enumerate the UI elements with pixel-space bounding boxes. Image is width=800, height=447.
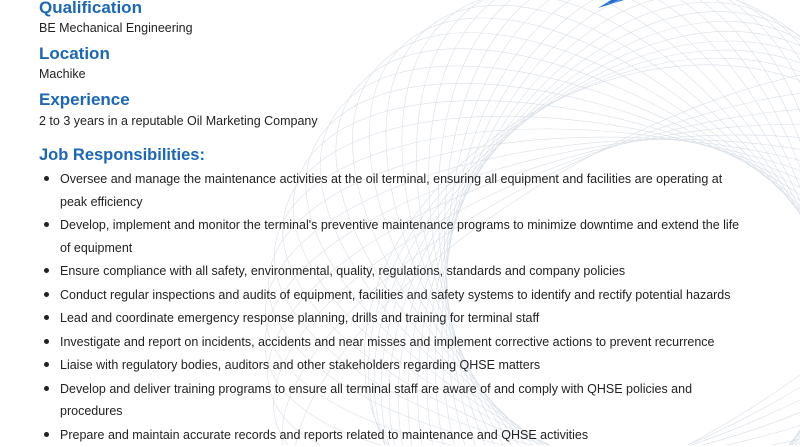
list-item xyxy=(40,378,740,423)
list-item xyxy=(40,307,740,330)
list-item-text: Prepare and maintain accurate records and reports related to maintenance and QHSE activities xyxy=(60,427,589,442)
list-item xyxy=(40,284,740,307)
bullet-icon xyxy=(44,268,49,273)
list-item xyxy=(40,424,740,447)
list-item-text: Lead and coordinate emergency response planning, drills and training for terminal staff xyxy=(60,311,540,325)
list-item-text: Oversee and manage the maintenance activities at the oil terminal, ensuring all equipment and facilities are operating at peak efficiency xyxy=(60,172,723,209)
qualification-heading: Qualification xyxy=(39,0,142,17)
location-heading: Location xyxy=(39,44,110,63)
list-item xyxy=(40,168,740,213)
list-item xyxy=(40,260,740,283)
list-item-text: Develop, implement and monitor the terminal's preventive maintenance programs to minimize downtime and extend the life of equipment xyxy=(60,218,740,255)
list-item xyxy=(40,354,740,377)
bullet-icon xyxy=(44,176,49,181)
list-item-text: Conduct regular inspections and audits of equipment, facilities and safety systems to identify and rectify potential hazards xyxy=(60,287,731,302)
list-item-text: Liaise with regulatory bodies, auditors and other stakeholders regarding QHSE matters xyxy=(60,358,541,372)
responsibilities-list xyxy=(40,168,740,447)
bullet-icon xyxy=(44,222,49,227)
experience-value: 2 to 3 years in a reputable Oil Marketing Company xyxy=(39,114,318,128)
list-item-text: Investigate and report on incidents, accidents and near misses and implement corrective actions to prevent recurrence xyxy=(60,334,715,349)
bullet-icon xyxy=(44,432,49,437)
qualification-value: BE Mechanical Engineering xyxy=(39,21,193,35)
list-item xyxy=(40,214,740,259)
experience-heading: Experience xyxy=(39,90,130,109)
bullet-icon xyxy=(44,386,49,391)
list-item xyxy=(40,331,740,354)
responsibilities-heading: Job Responsibilities: xyxy=(39,146,205,164)
location-value: Machike xyxy=(39,67,86,81)
bullet-icon xyxy=(44,315,49,320)
bullet-icon xyxy=(44,292,49,297)
list-item-text: Ensure compliance with all safety, environmental, quality, regulations, standards and company policies xyxy=(60,264,626,278)
list-item-text: Develop and deliver training programs to ensure all terminal staff are aware of and comply with QHSE policies and procedures xyxy=(60,381,693,418)
bullet-icon xyxy=(44,339,49,344)
bullet-icon xyxy=(44,362,49,367)
